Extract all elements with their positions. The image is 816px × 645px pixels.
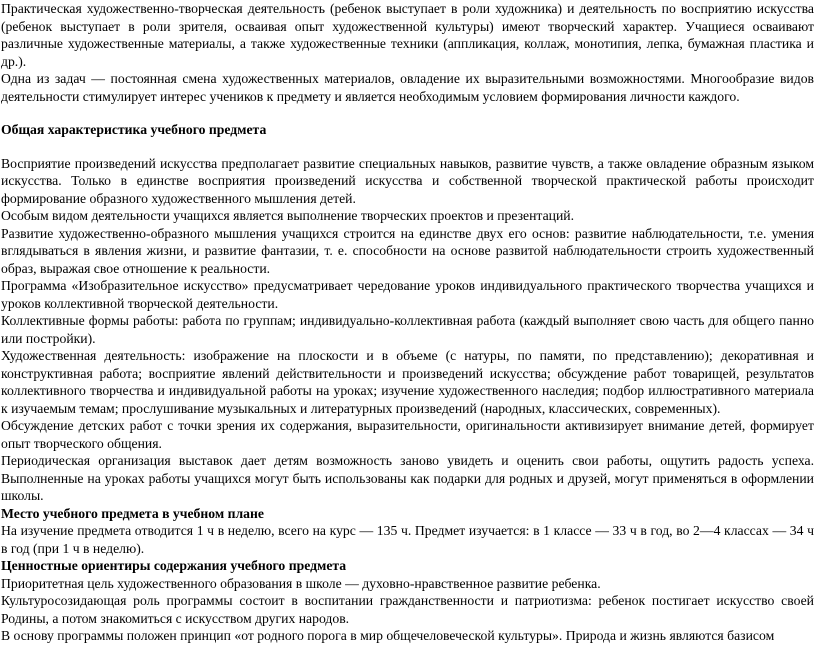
paragraph-intro-1: Практическая художественно-творческая деятельность (ребенок выступает в роли художника) и деятельность по восприятию искусства (ребенок выступает в роли зрителя, осваивая опыт художественной культуры) имеют творческий характер. Учащиеся осваивают различные художественные материалы, а также художественные техники (аппликация, коллаж, монотипия, лепка, бумажная пластика и др.). <box>1 1 814 69</box>
paragraph-general-1: Восприятие произведений искусства предполагает развитие специальных навыков, развитие чувств, а также овладение образным языком искусства. Только в единстве восприятия произведений искусства и собственной творческой практической работы происходит формирование образного художественного мышления детей. <box>1 155 814 206</box>
paragraph-general-2: Особым видом деятельности учащихся является выполнение творческих проектов и презентаций. <box>1 208 575 223</box>
paragraph-intro-2: Одна из задач — постоянная смена художественных материалов, овладение их выразительными возможностями. Многообразие видов деятельности стимулирует интерес учеников к предмету и является необходимым условием формирования личности каждого. <box>1 71 814 104</box>
heading-general-characteristics: Общая характеристика учебного предмета <box>1 122 267 137</box>
document-page <box>1 0 814 645</box>
paragraph-values-2: Культуросозидающая роль программы состоит в воспитании гражданственности и патриотизма: ребенок постигает искусство своей Родины, а потом знакомиться с искусством других народов. <box>1 593 814 626</box>
paragraph-place: На изучение предмета отводится 1 ч в неделю, всего на курс — 135 ч. Предмет изучается: в 1 классе — 33 ч в год, во 2—4 классах — 34 ч в год (при 1 ч в неделю). <box>1 523 814 556</box>
paragraph-general-4: Программа «Изобразительное искусство» предусматривает чередование уроков индивидуального практического творчества учащихся и уроков коллективной творческой деятельности. <box>1 278 814 311</box>
paragraph-general-5: Коллективные формы работы: работа по группам; индивидуально-коллективная работа (каждый выполняет свою часть для общего панно или постройки). <box>1 313 814 346</box>
paragraph-values-3: В основу программы положен принцип «от родного порога в мир общечеловеческой культуры». Природа и жизнь являются базисом <box>1 628 775 643</box>
paragraph-general-6: Художественная деятельность: изображение на плоскости и в объеме (с натуры, по памяти, по представлению); декоративная и конструктивная работа; восприятие явлений действительности и произведений искусства; обсуждение работ товарищей, результатов коллективного творчества и индивидуальной работы на уроках; изучение художественного наследия; подбор иллюстративного материала к изучаемым темам; прослушивание музыкальных и литературных произведений (народных, классических, современных). <box>1 348 814 416</box>
paragraph-general-8: Периодическая организация выставок дает детям возможность заново увидеть и оценить свои работы, ощутить радость успеха. Выполненные на уроках работы учащихся могут быть использованы как подарки для родных и друзей, могут применяться в оформлении школы. <box>1 453 814 503</box>
paragraph-general-3: Развитие художественно-образного мышления учащихся строится на единстве двух его основ: развитие наблюдательности, т.е. умения вглядываться в явления жизни, и развитие фантазии, т. е. способности на основе развитой наблюдательности строить художественный образ, выражая свое отношение к реальности. <box>1 225 814 276</box>
heading-place-in-curriculum: Место учебного предмета в учебном плане <box>1 505 264 521</box>
paragraph-values-1: Приоритетная цель художественного образования в школе — духовно-нравственное развитие ребенка. <box>1 575 601 591</box>
paragraph-general-7: Обсуждение детских работ с точки зрения их содержания, выразительности, оригинальности активизирует внимание детей, формирует опыт творческого общения. <box>1 418 814 451</box>
heading-value-orientations: Ценностные ориентиры содержания учебного предмета <box>1 558 347 573</box>
